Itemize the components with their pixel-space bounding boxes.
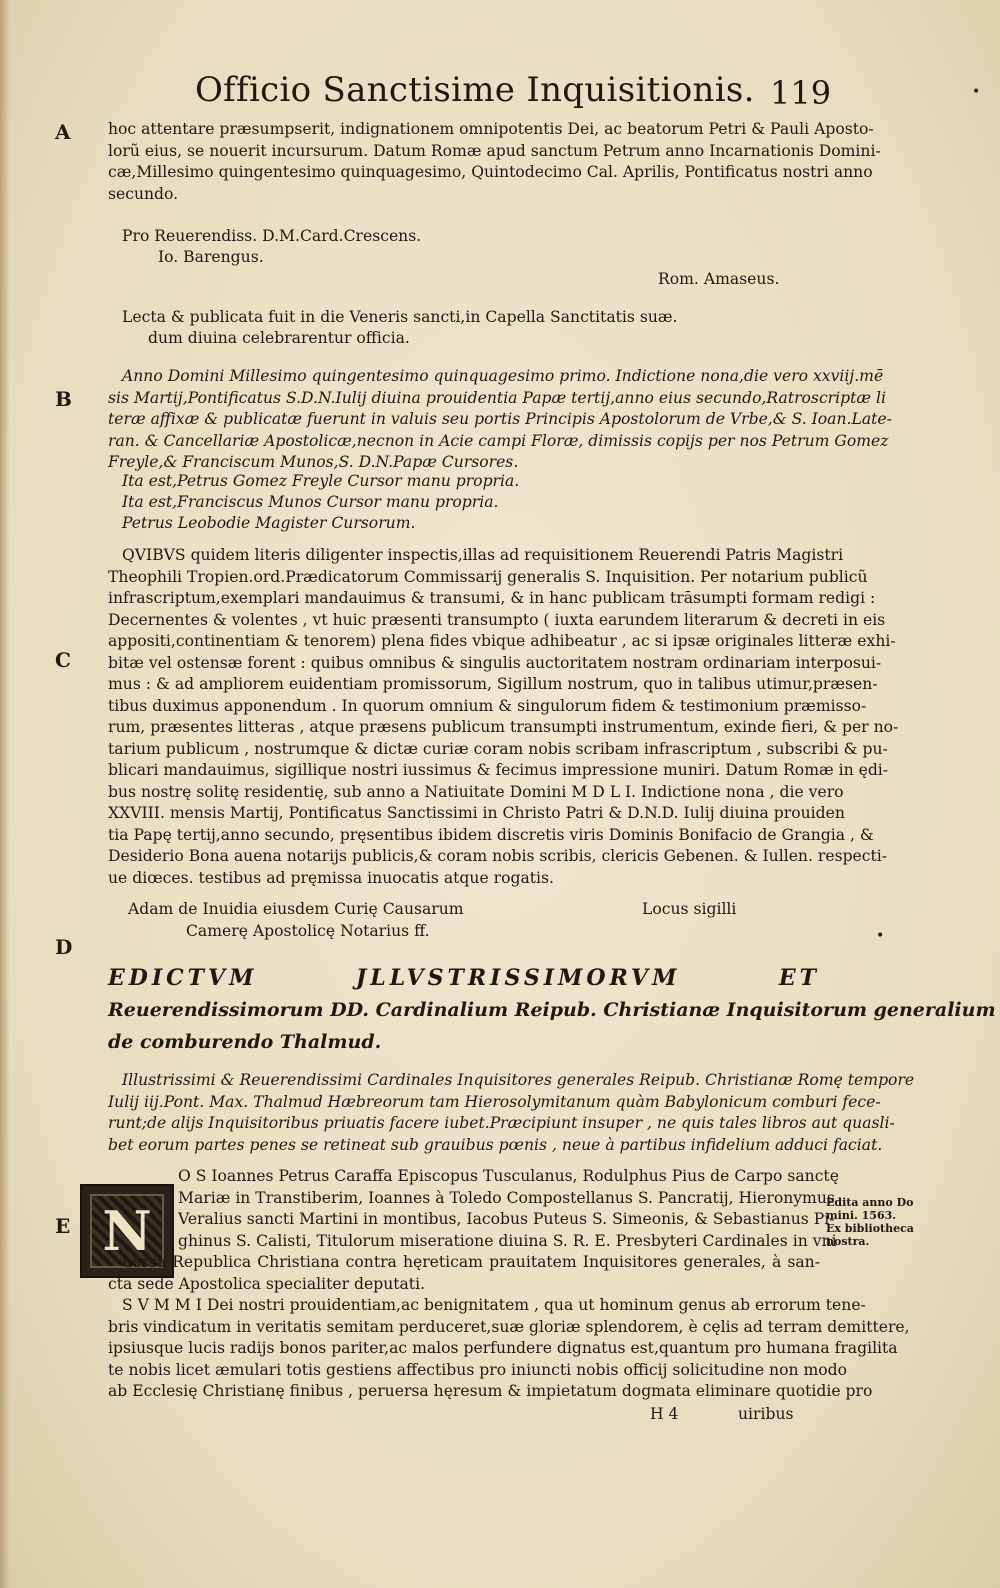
catchword: uiribus bbox=[738, 1405, 794, 1423]
text-line: tia Papę tertij,anno secundo, pręsentibus ibidem discretis viris Dominis Bonifacio de Grangia , & bbox=[108, 825, 874, 844]
signature-amaseus: Rom. Amaseus. bbox=[658, 270, 780, 288]
text-line: XXVIII. mensis Martij, Pontificatus Sanctissimi in Christo Patri & D.N.D. Iulij diuina prouiden bbox=[108, 804, 845, 822]
text-line: cæ,Millesimo quingentesimo quinquagesimo, Quintodecimo Cal. Aprilis, Pontificatus nostri anno bbox=[108, 163, 873, 181]
posting-record bbox=[108, 366, 892, 474]
margin-letter-d: D bbox=[55, 935, 73, 959]
signature-mark: H 4 bbox=[650, 1405, 679, 1423]
text-line: tibus duximus apponendum . In quorum omnium & singulorum fidem & testimonium præmisso- bbox=[108, 696, 867, 715]
margin-note-line: Ex bibliotheca bbox=[826, 1222, 914, 1235]
italic-line: Illustrissimi & Reuerendissimi Cardinales Inquisitores generales Reipub. Christianæ Romę tempore bbox=[122, 1071, 915, 1089]
text-line: ghinus S. Calisti, Titulorum miseratione diuina S. R. E. Presbyteri Cardinales in vni bbox=[178, 1231, 837, 1250]
text-line: Desiderio Bona auena notarijs publicis,& coram nobis scribis, clericis Gebenen. & Iullen. respecti- bbox=[108, 847, 888, 865]
text-line: O S Ioannes Petrus Caraffa Episcopus Tusculanus, Rodulphus Pius de Carpo sanctę bbox=[178, 1167, 839, 1185]
seal-place-label: Locus sigilli bbox=[642, 900, 737, 918]
text-line: ipsiusque lucis radijs bonos pariter,ac malos perfundere dignatus est,quantum pro humana fragilita bbox=[108, 1339, 898, 1357]
text-line: te nobis licet æmulari totis gestiens affectibus pro iniuncti nobis officij solicitudine non modo bbox=[108, 1360, 848, 1379]
margin-note bbox=[826, 1196, 936, 1248]
italic-line: Freyle,& Franciscum Munos,S. D.N.Papæ Cursores. bbox=[108, 453, 519, 471]
page-edge-shadow bbox=[0, 0, 10, 1588]
attestation-line: Ita est,Franciscus Munos Cursor manu propria. bbox=[122, 493, 499, 511]
ink-dot: • bbox=[972, 84, 981, 100]
edict-opening bbox=[178, 1166, 839, 1252]
text-line: uersa Republica Christiana contra hęreticam prauitatem Inquisitores generales, à san- bbox=[122, 1253, 820, 1271]
bull-ending bbox=[108, 119, 881, 205]
margin-note-line: nostra. bbox=[826, 1235, 870, 1248]
italic-line: runt;de alijs Inquisitoribus priuatis facere iubet.Præcipiunt insuper , ne quis tales libros aut quasli- bbox=[108, 1114, 895, 1132]
edict-title-line: de comburendo Thalmud. bbox=[108, 1031, 382, 1053]
text-line: appositi,continentiam & tenorem) plena fides vbique adhibeatur , ac si ipsæ originales litteræ exhi- bbox=[108, 632, 896, 650]
margin-letter-c: C bbox=[55, 648, 71, 672]
text-line: rum, præsentes litteras , atque præsens publicum transumpti instrumentum, exinde fieri, & per no- bbox=[108, 718, 899, 736]
signature-barengus: Io. Barengus. bbox=[158, 248, 264, 266]
margin-letter-b: B bbox=[55, 387, 72, 411]
text-line: QVIBVS quidem literis diligenter inspectis,illas ad requisitionem Reuerendi Patris Magistri bbox=[122, 546, 844, 564]
edict-title bbox=[108, 962, 996, 1058]
ink-dot: • bbox=[876, 928, 885, 944]
text-line: Mariæ in Transtiberim, Ioannes à Toledo Compostellanus S. Pancratij, Hieronymus bbox=[178, 1188, 835, 1207]
text-line: Theophili Tropien.ord.Prædicatorum Commissarij generalis S. Inquisition. Per notarium publicũ bbox=[108, 567, 868, 586]
italic-line: Iulij iij.Pont. Max. Thalmud Hæbreorum tam Hierosolymitanum quàm Babylonicum comburi fece- bbox=[108, 1092, 881, 1111]
transumpt-paragraph bbox=[108, 545, 899, 889]
margin-note-line: Edita anno Do bbox=[826, 1196, 914, 1209]
attestation-line: Petrus Leobodie Magister Cursorum. bbox=[122, 514, 416, 532]
text-line: ue diœces. testibus ad pręmissa inuocatis atque rogatis. bbox=[108, 868, 554, 887]
italic-line: Anno Domini Millesimo quingentesimo quinquagesimo primo. Indictione nona,die vero xxviij.mē bbox=[122, 367, 884, 385]
signature-pro: Pro Reuerendiss. D.M.Card.Crescens. bbox=[122, 227, 422, 245]
text-line: tarium publicum , nostrumque & dictæ curiæ coram nobis scribam infrascriptum , subscribi & pu- bbox=[108, 739, 888, 758]
text-line: cta sede Apostolica specialiter deputati. bbox=[108, 1274, 426, 1293]
edict-summary bbox=[108, 1070, 915, 1156]
running-title: Officio Sanctisime Inquisitionis. bbox=[195, 70, 755, 110]
margin-letter-a: A bbox=[55, 120, 71, 144]
attestation-line: Ita est,Petrus Gomez Freyle Cursor manu propria. bbox=[122, 472, 520, 490]
text-line: bris vindicatum in veritatis semitam perduceret,suæ gloriæ splendorem, è cęlis ad terram demittere, bbox=[108, 1317, 910, 1336]
notary-line: Adam de Inuidia eiusdem Curię Causarum bbox=[128, 900, 464, 918]
text-line: Veralius sancti Martini in montibus, Iacobus Puteus S. Simeonis, & Sebastianus Pi- bbox=[178, 1210, 835, 1228]
publication-note-line: dum diuina celebrarentur officia. bbox=[148, 329, 410, 347]
text-line: bitæ vel ostensæ forent : quibus omnibus & singulis auctoritatem nostram ordinariam interposui- bbox=[108, 653, 882, 672]
edict-title-line: EDICTVM JLLVSTRISSIMORVM ET bbox=[108, 965, 820, 991]
italic-line: teræ affixæ & publicatæ fuerunt in valuis seu portis Principis Apostolorum de Vrbe,& S. Ioan.Late- bbox=[108, 410, 892, 428]
edict-summi-paragraph bbox=[108, 1295, 910, 1403]
margin-note-line: mini. 1563. bbox=[826, 1209, 897, 1222]
text-line: bus nostrę solitę residentię, sub anno a Natiuitate Domini M D L I. Indictione nona , die vero bbox=[108, 782, 844, 801]
text-line: infrascriptum,exemplari mandauimus & transumi, & in hanc publicam trāsumpti formam redigi : bbox=[108, 589, 876, 607]
text-line: lorũ eius, se nouerit incursurum. Datum Romæ apud sanctum Petrum anno Incarnationis Domini- bbox=[108, 141, 881, 160]
text-line: Decernentes & volentes , vt huic præsenti transumpto ( iuxta earundem literarum & decreti in eis bbox=[108, 610, 886, 629]
text-line: blicari mandauimus, sigillique nostri iussimus & fecimus impressione muniri. Datum Romæ in ędi- bbox=[108, 761, 889, 779]
text-line: hoc attentare præsumpserit, indignationem omnipotentis Dei, ac beatorum Petri & Pauli Aposto- bbox=[108, 120, 874, 138]
italic-line: sis Martij,Pontificatus S.D.N.Iulij diuina prouidentia Papæ tertij,anno eius secundo,Ratroscriptæ li bbox=[108, 388, 886, 407]
notary-line: Camerę Apostolicę Notarius ff. bbox=[186, 922, 430, 940]
decorated-initial-letter: N bbox=[90, 1194, 164, 1268]
edict-title-line: Reuerendissimorum DD. Cardinalium Reipub. Christianæ Inquisitorum generalium bbox=[108, 999, 996, 1021]
margin-letter-e: E bbox=[55, 1214, 71, 1238]
text-line: secundo. bbox=[108, 184, 179, 203]
text-line: S V M M I Dei nostri prouidentiam,ac benignitatem , qua ut hominum genus ab errorum tene- bbox=[122, 1296, 866, 1314]
publication-note-line: Lecta & publicata fuit in die Veneris sancti,in Capella Sanctitatis suæ. bbox=[122, 308, 678, 326]
page-number: 119 bbox=[770, 74, 832, 112]
text-line: ab Ecclesię Christianę finibus , peruersa hęresum & impietatum dogmata eliminare quotidie pro bbox=[108, 1382, 873, 1400]
italic-line: ran. & Cancellariæ Apostolicæ,necnon in Acie campi Floræ, dimissis copijs per nos Petrum Gomez bbox=[108, 431, 889, 450]
edict-opening-continued bbox=[108, 1252, 820, 1295]
text-line: mus : & ad ampliorem euidentiam promissorum, Sigillum nostrum, quo in talibus utimur,præsen- bbox=[108, 675, 878, 693]
italic-line: bet eorum partes penes se retineat sub grauibus pœnis , neue à partibus infidelium adduci faciat. bbox=[108, 1135, 883, 1154]
